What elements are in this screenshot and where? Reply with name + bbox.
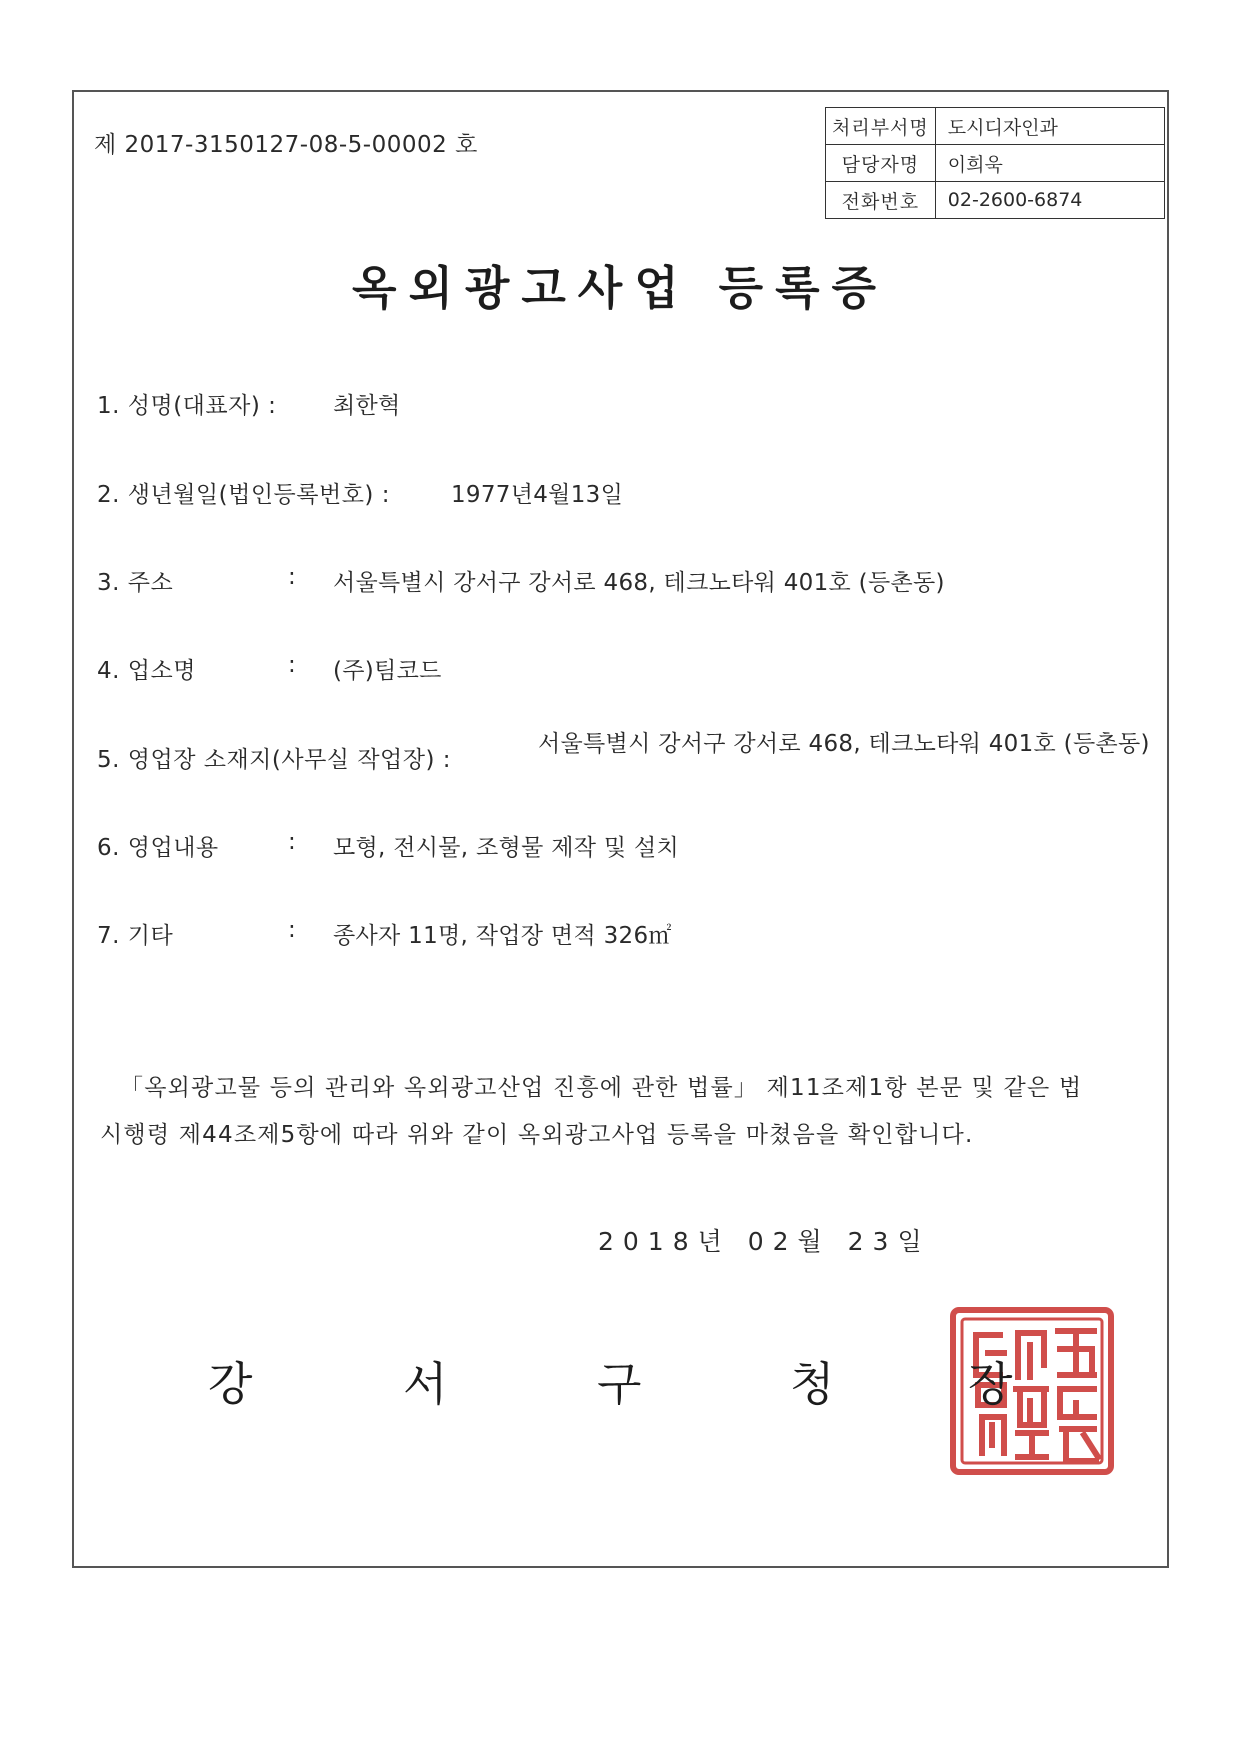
dept-row-phone <box>826 182 1165 219</box>
dept-row-officer <box>826 145 1165 182</box>
issuer-char-2: 서 <box>403 1357 448 1411</box>
field-workplace-label: 5. 영업장 소재지(사무실 작업장) : <box>97 747 451 773</box>
officer-value: 이희욱 <box>935 145 1164 182</box>
field-business-content-colon: : <box>288 829 296 855</box>
field-other-value: 종사자 11명, 작업장 면적 326㎡ <box>333 923 672 949</box>
phone-value: 02-2600-6874 <box>935 182 1164 219</box>
confirmation-statement: 「옥외광고물 등의 관리와 옥외광고산업 진흥에 관한 법률」 제11조제1항 본문 및 같은 법 시행령 제44조제5항에 따라 위와 같이 옥외광고사업 등록을 마쳤음을 확인합니다. <box>100 1075 1083 1148</box>
field-address-colon: : <box>288 564 296 590</box>
issuer-char-5: 장 <box>968 1357 1013 1411</box>
field-other-colon: : <box>288 917 296 943</box>
dept-row-department <box>826 108 1165 145</box>
field-address-value: 서울특별시 강서구 강서로 468, 테크노타워 401호 (등촌동) <box>333 570 945 596</box>
issuer-char-4: 청 <box>790 1357 835 1411</box>
field-workplace-value: 서울특별시 강서구 강서로 468, 테크노타워 401호 (등촌동) <box>538 731 1150 757</box>
issuer-char-1: 강 <box>208 1357 253 1411</box>
document-number: 제 2017-3150127-08-5-00002 호 <box>94 132 478 158</box>
field-business-name-label: 4. 업소명 <box>97 658 196 684</box>
field-business-content-label: 6. 영업내용 <box>97 835 219 861</box>
field-address-label: 3. 주소 <box>97 570 174 596</box>
field-representative-label: 1. 성명(대표자) : <box>97 393 277 419</box>
dept-label: 처리부서명 <box>826 108 936 145</box>
field-other-label: 7. 기타 <box>97 923 174 949</box>
field-business-content-value: 모형, 전시물, 조형물 제작 및 설치 <box>333 835 680 861</box>
field-birthdate-value: 1977년4월13일 <box>451 482 624 508</box>
department-info-table <box>825 107 1165 219</box>
officer-label: 담당자명 <box>826 145 936 182</box>
field-business-name-value: (주)팀코드 <box>333 658 442 684</box>
certificate-title: 옥외광고사업 등록증 <box>352 261 888 315</box>
phone-label: 전화번호 <box>826 182 936 219</box>
dept-value: 도시디자인과 <box>935 108 1164 145</box>
field-representative-value: 최한혁 <box>333 393 401 419</box>
issue-date: 2018년 02월 23일 <box>598 1227 931 1256</box>
field-birthdate-label: 2. 생년월일(법인등록번호) : <box>97 482 390 508</box>
field-business-name-colon: : <box>288 652 296 678</box>
issuer-char-3: 구 <box>597 1357 642 1411</box>
